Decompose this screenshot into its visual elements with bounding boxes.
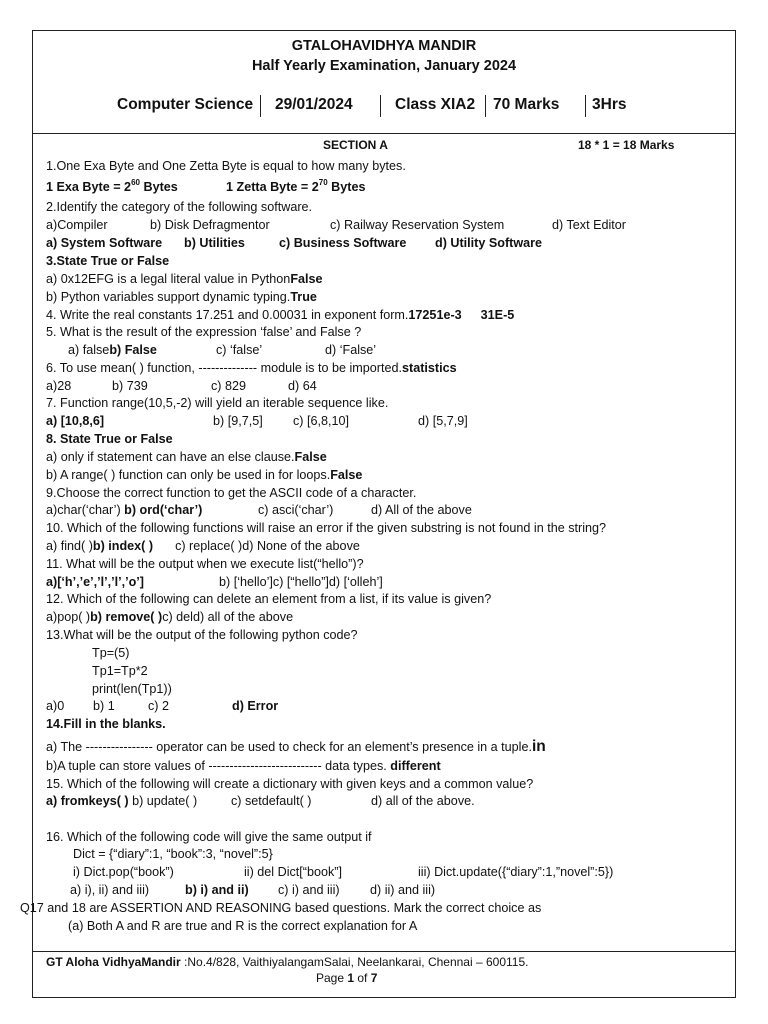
q8-statement-b: b) A range( ) function can only be used in for loops.False xyxy=(46,468,363,482)
q13-option-d: d) Error xyxy=(232,699,279,713)
q17-instruction: Q17 and 18 are ASSERTION AND REASONING based questions. Mark the correct choice as xyxy=(20,901,542,915)
q11-option-a: a)[‘h’,’e’,’l’,’l’,’o’] xyxy=(46,575,144,589)
q2-question: 2.Identify the category of the following software. xyxy=(46,200,313,214)
q15-option-c: c) setdefault( ) xyxy=(231,794,312,808)
q2-answer-b: b) Utilities xyxy=(184,236,245,250)
q10-options: a) find( )b) index( ) c) replace( )d) None of the above xyxy=(46,539,360,553)
q8-heading: 8. State True or False xyxy=(46,432,173,446)
class-name: Class XIA2 xyxy=(395,96,476,113)
duration: 3Hrs xyxy=(592,96,627,113)
q16-code-ii: ii) del Dict[“book”] xyxy=(244,865,342,879)
subject: Computer Science xyxy=(117,96,254,113)
q6-option-a: a)28 xyxy=(46,379,72,393)
q2-option-d: d) Text Editor xyxy=(552,218,626,232)
q1-answer-zetta: 1 Zetta Byte = $2^{70}$ Bytes xyxy=(226,178,366,194)
q14-blank-a: a) The ---------------- operator can be used to check for an element’s presence in a tuple.in xyxy=(46,738,546,755)
q11-options-bcd: b) [‘hello’]c) [“hello”]d) [‘olleh’] xyxy=(219,575,383,589)
section-title: SECTION A xyxy=(323,138,388,152)
q6-question: 6. To use mean( ) function, -------------- module is to be imported.statistics xyxy=(46,361,457,375)
q13-code-line: print(len(Tp1)) xyxy=(92,682,172,696)
q15-options: a) fromkeys( ) b) update( ) xyxy=(46,794,198,808)
footer-address: GT Aloha VidhyaMandir :No.4/828, VaithiyalangamSalai, Neelankarai, Chennai – 600115. xyxy=(46,955,529,969)
footer-divider xyxy=(33,951,735,952)
header-separator xyxy=(260,95,261,117)
header-separator xyxy=(585,95,586,117)
q12-question: 12. Which of the following can delete an element from a list, if its value is given? xyxy=(46,592,492,606)
q7-question: 7. Function range(10,5,-2) will yield an iterable sequence like. xyxy=(46,396,389,410)
q3-statement-b: b) Python variables support dynamic typing.True xyxy=(46,290,317,304)
q8-statement-a: a) only if statement can have an else clause.False xyxy=(46,450,327,464)
q2-answer-a: a) System Software xyxy=(46,236,163,250)
q3-heading: 3.State True or False xyxy=(46,254,170,268)
q15-question: 15. Which of the following will create a dictionary with given keys and a common value? xyxy=(46,777,534,791)
q17-option-a: (a) Both A and R are true and R is the correct explanation for A xyxy=(68,919,418,933)
q16-code-i: i) Dict.pop(“book”) xyxy=(73,865,174,879)
header-separator xyxy=(485,95,486,117)
q12-options: a)pop( )b) remove( )c) deld) all of the above xyxy=(46,610,294,624)
q16-dict: Dict = {“diary”:1, “book”:3, “novel”:5} xyxy=(73,847,273,861)
q13-question: 13.What will be the output of the following python code? xyxy=(46,628,358,642)
page-number: Page 1 of 7 xyxy=(316,971,378,985)
q10-question: 10. Which of the following functions will raise an error if the given substring is not found in the string? xyxy=(46,521,607,535)
q9-option-c: c) asci(‘char’) xyxy=(258,503,334,517)
q5-question: 5. What is the result of the expression ‘false’ and False ? xyxy=(46,325,362,339)
q11-question: 11. What will be the output when we execute list(“hello”)? xyxy=(46,557,364,571)
q14-blank-b: b)A tuple can store values of --------------------------- data types. different xyxy=(46,759,441,773)
q9-option-d: d) All of the above xyxy=(371,503,472,517)
q13-option-a: a)0 xyxy=(46,699,65,713)
q7-option-a: a) [10,8,6] xyxy=(46,414,105,428)
q13-code-line: Tp=(5) xyxy=(92,646,130,660)
q9-question: 9.Choose the correct function to get the ASCII code of a character. xyxy=(46,486,417,500)
q7-option-d: d) [5,7,9] xyxy=(418,414,468,428)
q3-statement-a: a) 0x12EFG is a legal literal value in PythonFalse xyxy=(46,272,323,286)
q13-option-c: c) 2 xyxy=(148,699,169,713)
q4-question: 4. Write the real constants 17.251 and 0.00031 in exponent form.17251e-3 31E-5 xyxy=(46,308,515,322)
q2-answer-c: c) Business Software xyxy=(279,236,407,250)
q1-answer-exa: 1 Exa Byte = $2^{60}$ Bytes xyxy=(46,178,178,194)
q16-option-c: c) i) and iii) xyxy=(278,883,340,897)
total-marks: 70 Marks xyxy=(493,96,560,113)
q9-options: a)char(‘char’) b) ord(‘char’) xyxy=(46,503,203,517)
header-separator xyxy=(380,95,381,117)
q2-option-b: b) Disk Defragmentor xyxy=(150,218,270,232)
q15-option-d: d) all of the above. xyxy=(371,794,475,808)
q16-option-d: d) ii) and iii) xyxy=(370,883,436,897)
q7-option-c: c) [6,8,10] xyxy=(293,414,350,428)
header-divider xyxy=(33,133,735,134)
q5-option-d: d) ‘False’ xyxy=(325,343,377,357)
q16-option-b: b) i) and ii) xyxy=(185,883,249,897)
q16-question: 16. Which of the following code will give the same output if xyxy=(46,830,372,844)
exam-date: 29/01/2024 xyxy=(275,96,353,113)
q5-option-c: c) ‘false’ xyxy=(216,343,263,357)
q16-option-a: a) i), ii) and iii) xyxy=(70,883,150,897)
q2-answer-d: d) Utility Software xyxy=(435,236,543,250)
q1-question: 1.One Exa Byte and One Zetta Byte is equal to how many bytes. xyxy=(46,159,406,173)
school-name: GTALOHAVIDHYA MANDIR xyxy=(291,38,477,54)
q13-option-b: b) 1 xyxy=(93,699,115,713)
exam-title: Half Yearly Examination, January 2024 xyxy=(251,58,517,74)
q14-heading: 14.Fill in the blanks. xyxy=(46,717,166,731)
q16-code-iii: iii) Dict.update({“diary”:1,”novel”:5}) xyxy=(418,865,614,879)
q2-option-a: a)Compiler xyxy=(46,218,108,232)
q6-option-d: d) 64 xyxy=(288,379,317,393)
q6-option-b: b) 739 xyxy=(112,379,148,393)
q13-code-line: Tp1=Tp*2 xyxy=(92,664,148,678)
q5-options: a) falseb) False xyxy=(68,343,157,357)
section-marks: 18 * 1 = 18 Marks xyxy=(578,138,675,152)
q7-option-b: b) [9,7,5] xyxy=(213,414,263,428)
q2-option-c: c) Railway Reservation System xyxy=(330,218,505,232)
q6-option-c: c) 829 xyxy=(211,379,247,393)
